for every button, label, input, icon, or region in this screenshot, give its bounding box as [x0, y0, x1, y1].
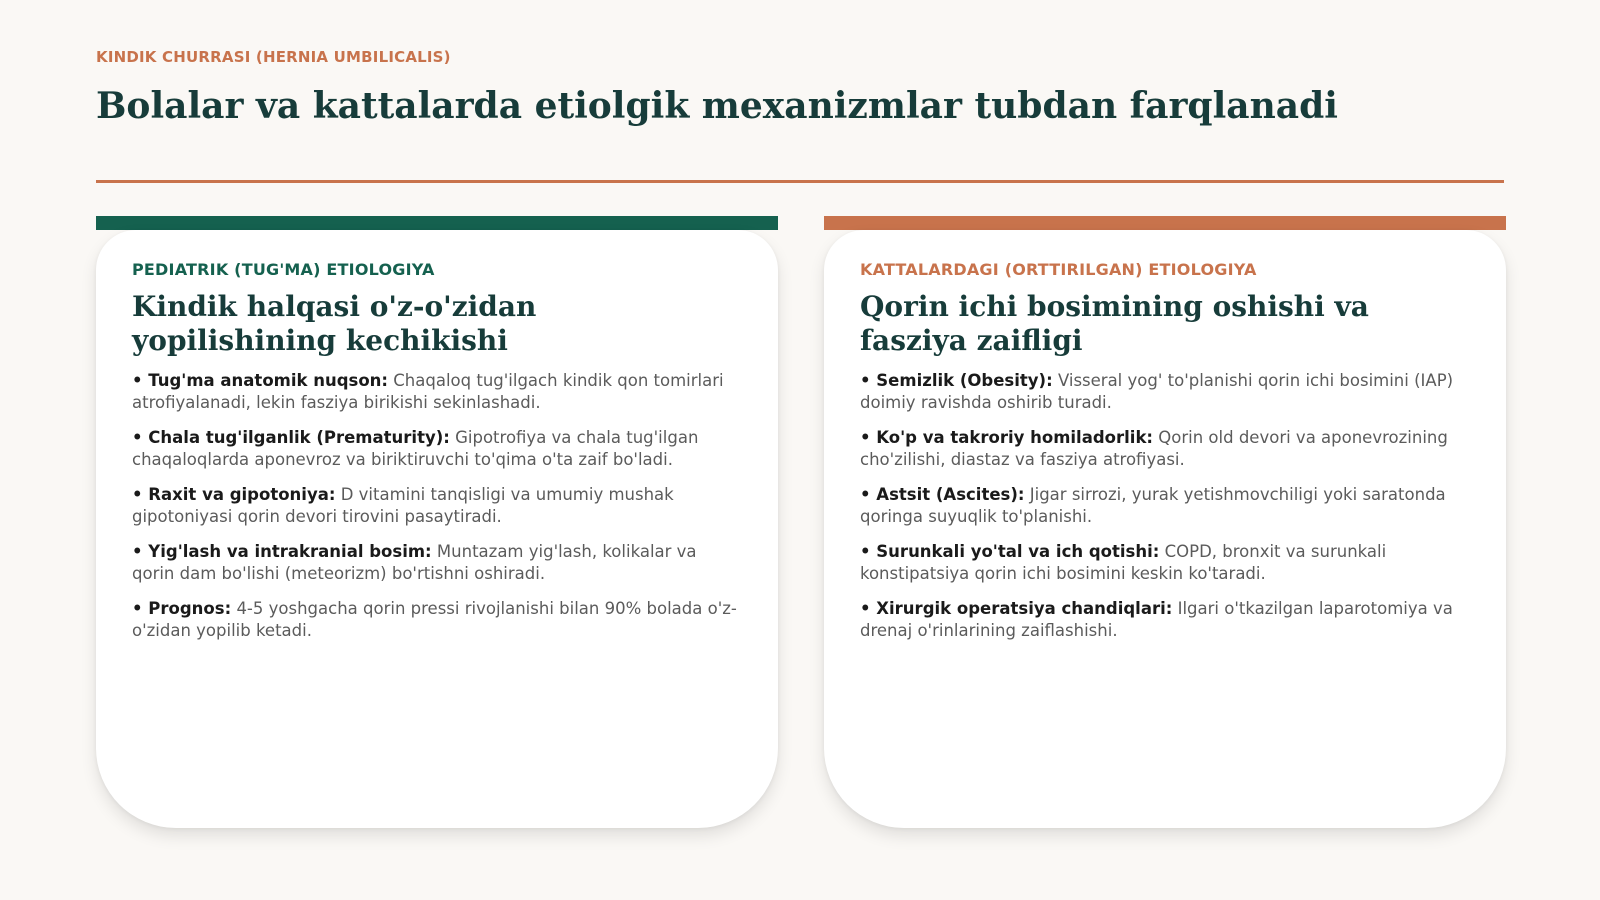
bullet-dot-icon: •	[132, 542, 149, 561]
bullet-lead: Raxit va gipotoniya:	[148, 485, 336, 504]
card-accent-bar	[824, 216, 1506, 230]
bullet-text: Visseral yog' to'planishi qorin ichi bosimini (IAP) doimiy ravishda oshirib turadi.	[860, 371, 1454, 412]
bullet-item	[132, 541, 742, 585]
bullet-item	[860, 541, 1470, 585]
bullet-dot-icon: •	[860, 599, 877, 618]
adult-card	[824, 216, 1506, 828]
card-body	[96, 230, 778, 828]
bullet-list	[860, 370, 1470, 642]
bullet-lead: Yig'lash va intrakranial bosim:	[148, 542, 432, 561]
bullet-text: D vitamini tanqisligi va umumiy mushak gipotoniyasi qorin devori tirovini pasaytiradi.	[132, 485, 674, 526]
bullet-item	[132, 427, 742, 471]
card-title: Qorin ichi bosimining oshishi va fasziya zaifligi	[860, 290, 1369, 357]
card-accent-bar	[96, 216, 778, 230]
bullet-lead: Chala tug'ilganlik (Prematurity):	[148, 428, 450, 447]
slide-title: Bolalar va kattalarda etiolgik mexanizmlar tubdan farqlanadi	[96, 85, 1338, 127]
bullet-item	[132, 598, 742, 642]
bullet-text: Chaqaloq tug'ilgach kindik qon tomirlari atrofiyalanadi, lekin fasziya birikishi sekinlashadi.	[132, 371, 724, 412]
card-title: Kindik halqasi o'z-o'zidan yopilishining kechikishi	[132, 290, 537, 357]
bullet-dot-icon: •	[132, 599, 149, 618]
pediatric-card	[96, 216, 778, 828]
bullet-text: COPD, bronxit va surunkali konstipatsiya qorin ichi bosimini keskin ko'taradi.	[860, 542, 1387, 583]
bullet-lead: Prognos:	[148, 599, 232, 618]
bullet-lead: Semizlik (Obesity):	[876, 371, 1053, 390]
bullet-item	[860, 427, 1470, 471]
bullet-text: Muntazam yig'lash, kolikalar va qorin dam bo'lishi (meteorizm) bo'rtishni oshiradi.	[132, 542, 697, 583]
bullet-lead: Astsit (Ascites):	[876, 485, 1025, 504]
bullet-item	[132, 370, 742, 414]
card-eyebrow: KATTALARDAGI (ORTTIRILGAN) ETIOLOGIYA	[860, 260, 1257, 279]
section-eyebrow: KINDIK CHURRASI (HERNIA UMBILICALIS)	[96, 48, 451, 66]
bullet-list	[132, 370, 742, 642]
bullet-item	[132, 484, 742, 528]
bullet-dot-icon: •	[860, 542, 877, 561]
bullet-text: 4-5 yoshgacha qorin pressi rivojlanishi bilan 90% bolada o'z-o'zidan yopilib ketadi.	[132, 599, 737, 640]
bullet-dot-icon: •	[132, 371, 149, 390]
bullet-lead: Surunkali yo'tal va ich qotishi:	[876, 542, 1160, 561]
card-body	[824, 230, 1506, 828]
bullet-item	[860, 598, 1470, 642]
bullet-text: Ilgari o'tkazilgan laparotomiya va drenaj o'rinlarining zaiflashishi.	[860, 599, 1453, 640]
bullet-item	[860, 370, 1470, 414]
title-divider	[96, 180, 1504, 183]
bullet-dot-icon: •	[860, 485, 877, 504]
bullet-dot-icon: •	[860, 371, 877, 390]
bullet-item	[860, 484, 1470, 528]
bullet-lead: Tug'ma anatomik nuqson:	[148, 371, 389, 390]
bullet-text: Qorin old devori va aponevrozining cho'zilishi, diastaz va fasziya atrofiyasi.	[860, 428, 1448, 469]
bullet-dot-icon: •	[860, 428, 877, 447]
card-eyebrow: PEDIATRIK (TUG'MA) ETIOLOGIYA	[132, 260, 435, 279]
bullet-lead: Ko'p va takroriy homiladorlik:	[876, 428, 1154, 447]
bullet-dot-icon: •	[132, 485, 149, 504]
bullet-text: Gipotrofiya va chala tug'ilgan chaqaloqlarda aponevroz va biriktiruvchi to'qima o'ta zaif bo'ladi.	[132, 428, 699, 469]
bullet-dot-icon: •	[132, 428, 149, 447]
bullet-lead: Xirurgik operatsiya chandiqlari:	[876, 599, 1173, 618]
bullet-text: Jigar sirrozi, yurak yetishmovchiligi yoki saratonda qoringa suyuqlik to'planishi.	[860, 485, 1446, 526]
